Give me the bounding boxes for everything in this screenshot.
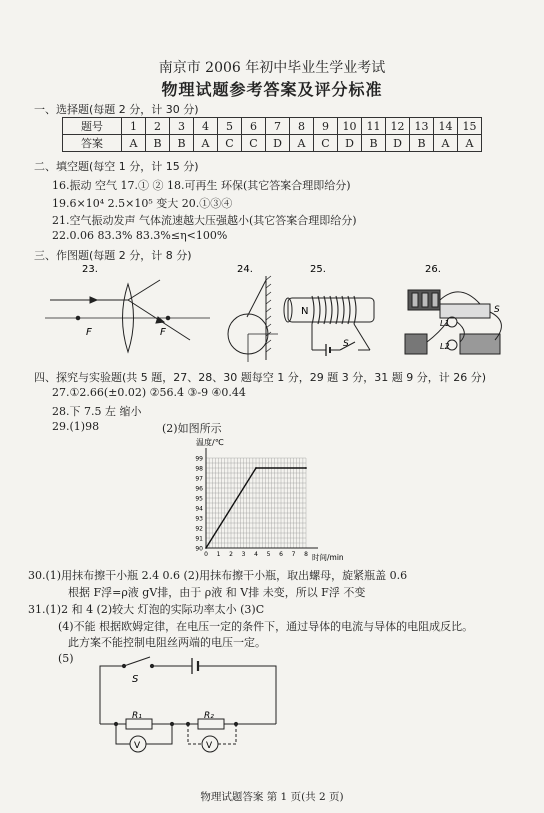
answer-q29-2: (2)如图所示 <box>162 422 222 435</box>
question-number: 2 <box>146 118 170 135</box>
answer-q29-1: 29.(1)98 <box>52 420 100 433</box>
page-title: 南京市 2006 年初中毕业生学业考试 <box>158 60 386 76</box>
question-number: 8 <box>290 118 314 135</box>
question-number: 10 <box>338 118 362 135</box>
question-number: 12 <box>386 118 410 135</box>
y-tick-label: 95 <box>195 495 203 503</box>
answer-cell: D <box>386 135 410 152</box>
x-tick-label: 2 <box>229 551 233 558</box>
answer-table-number-row <box>63 118 482 135</box>
answer-q31-1: 31.(1)2 和 4 (2)较大 灯泡的实际功率太小 (3)C <box>28 603 265 616</box>
answer-q31-5-label: (5) <box>58 652 74 665</box>
y-tick-label: 92 <box>195 525 203 533</box>
table-header-answer: 答案 <box>63 135 122 152</box>
answer-cell: B <box>146 135 170 152</box>
answer-cell: A <box>458 135 482 152</box>
switch-label: S <box>494 305 500 315</box>
page-subtitle: 物理试题参考答案及评分标准 <box>161 80 383 99</box>
y-tick-label: 97 <box>195 475 203 483</box>
answer-cell: A <box>122 135 146 152</box>
voltmeter-label: V <box>206 741 213 751</box>
table-header-number: 题号 <box>63 118 122 135</box>
answer-cell: A <box>290 135 314 152</box>
question-number: 3 <box>170 118 194 135</box>
chart-grid <box>206 458 306 548</box>
answer-q31-3: 此方案不能控制电阻丝两端的电压一定。 <box>68 636 266 649</box>
figure-label-24: 24. <box>237 264 253 275</box>
data-point <box>305 467 307 469</box>
section-experiment-title: 四、探究与实验题(共 5 题，27、28、30 题每空 1 分，29 题 3 分，31 题 9 分，计 26 分) <box>34 371 487 384</box>
y-tick-label: 99 <box>195 455 203 463</box>
answer-cell: C <box>242 135 266 152</box>
answer-q31-2: (4)不能 根据欧姆定律，在电压一定的条件下，通过导体的电流与导体的电阻成反比。 <box>58 620 474 633</box>
answer-cell: A <box>194 135 218 152</box>
y-tick-labels <box>195 456 203 553</box>
y-axis-label: 温度/℃ <box>196 438 224 447</box>
answer-cell: C <box>218 135 242 152</box>
fill-answer-line: 16.振动 空气 17.① ② 18.可再生 环保(其它答案合理即给分) <box>52 179 351 192</box>
question-number: 5 <box>218 118 242 135</box>
answer-cell: D <box>338 135 362 152</box>
x-tick-label: 3 <box>241 551 246 558</box>
answer-cell: B <box>170 135 194 152</box>
x-tick-label: 0 <box>204 551 208 558</box>
drawing-figures <box>40 262 520 368</box>
lamp-l1-label: L1 <box>440 319 450 328</box>
question-number: 1 <box>122 118 146 135</box>
x-tick-label: 5 <box>266 551 271 558</box>
question-number: 11 <box>362 118 386 135</box>
answer-q30-2: 根据 F浮=ρ液 gV排，由于 ρ液 和 V排 未变，所以 F浮 不变 <box>68 586 366 599</box>
fill-answer-line: 22.0.06 83.3% 83.3%≤η<100% <box>52 229 228 242</box>
voltmeter-label: V <box>134 741 141 751</box>
answer-table-answer-row <box>63 135 482 152</box>
fill-answer-line: 21.空气振动发声 气体流速越大压强越小(其它答案合理即给分) <box>52 214 357 227</box>
y-tick-label: 90 <box>195 545 203 553</box>
x-tick-label: 8 <box>304 551 308 558</box>
convex-lens-diagram <box>45 280 210 352</box>
question-number: 7 <box>266 118 290 135</box>
x-tick-labels <box>204 551 308 558</box>
physical-circuit-diagram <box>405 290 501 354</box>
answer-cell: B <box>410 135 434 152</box>
answer-cell: C <box>314 135 338 152</box>
answer-q30-1: 30.(1)用抹布擦干小瓶 2.4 0.6 (2)用抹布擦干小瓶，取出螺母，旋紧瓶盖 0.6 <box>28 569 408 582</box>
circuit-switch-label: S <box>132 674 139 685</box>
x-tick-label: 1 <box>216 551 221 558</box>
y-tick-label: 96 <box>195 485 203 493</box>
circuit-diagram <box>88 654 288 774</box>
solenoid-diagram <box>284 296 374 356</box>
answer-table <box>62 117 482 152</box>
figure-label-25: 25. <box>310 264 326 275</box>
section-drawing-title: 三、作图题(每题 2 分，计 8 分) <box>34 249 192 262</box>
page-footer: 物理试题答案 第 1 页(共 2 页) <box>200 791 344 803</box>
y-tick-label: 93 <box>195 515 203 523</box>
answer-cell: A <box>434 135 458 152</box>
ball-wall-diagram <box>228 276 278 362</box>
answer-q28: 28.下 7.5 左 缩小 <box>52 405 142 418</box>
north-pole-label: N <box>301 306 309 317</box>
switch-label: S <box>343 339 349 349</box>
question-number: 9 <box>314 118 338 135</box>
answer-q27: 27.①2.66(±0.02) ②56.4 ③-9 ④0.44 <box>52 386 246 399</box>
x-tick-label: 4 <box>254 551 258 558</box>
question-number: 4 <box>194 118 218 135</box>
answer-cell: B <box>362 135 386 152</box>
focal-point-label: F <box>160 327 166 338</box>
y-tick-label: 98 <box>195 465 203 473</box>
focal-point-label: F <box>86 327 92 338</box>
question-number: 15 <box>458 118 482 135</box>
lamp-l2-label: L2 <box>440 342 450 351</box>
section-choice-title: 一、选择题(每题 2 分，计 30 分) <box>34 103 199 116</box>
fill-answer-line: 19.6×10⁴ 2.5×10⁵ 变大 20.①③④ <box>52 197 233 210</box>
data-point <box>205 547 207 549</box>
x-tick-label: 7 <box>291 551 296 558</box>
question-number: 6 <box>242 118 266 135</box>
y-tick-label: 91 <box>195 535 203 543</box>
resistor-r2-label: R₂ <box>204 711 214 721</box>
question-number: 13 <box>410 118 434 135</box>
resistor-r1-label: R₁ <box>132 711 142 721</box>
answer-cell: D <box>266 135 290 152</box>
question-number: 14 <box>434 118 458 135</box>
data-point <box>255 467 257 469</box>
figure-label-23: 23. <box>82 264 98 275</box>
x-tick-label: 6 <box>279 551 283 558</box>
temperature-chart <box>192 436 362 566</box>
section-fill-title: 二、填空题(每空 1 分，计 15 分) <box>34 160 199 173</box>
x-axis-label: 时间/min <box>312 553 344 562</box>
figure-label-26: 26. <box>425 264 441 275</box>
y-tick-label: 94 <box>195 505 203 513</box>
